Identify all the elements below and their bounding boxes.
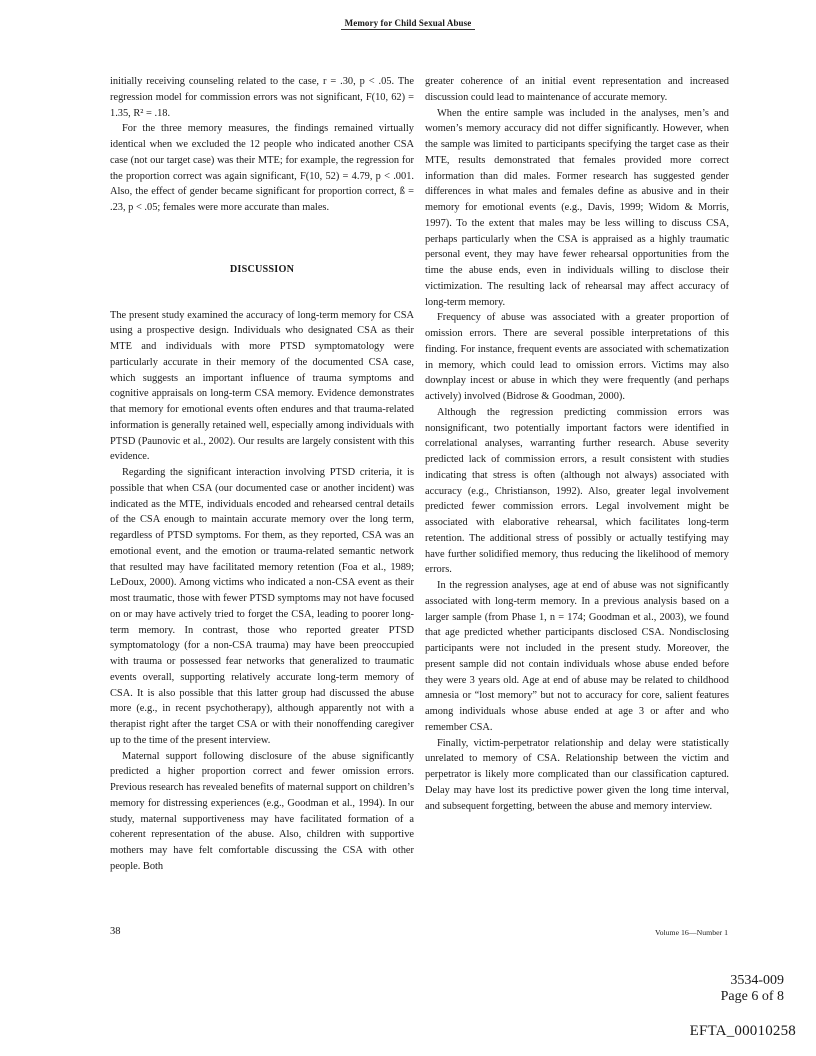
right-paragraph-3: Frequency of abuse was associated with a greater proportion of omission errors. There are several possible interpretations of this finding. For instance, frequent events are associated with schematization in memory, which could lead to omission errors. Victims may also downplay incest or abuse in which they were frequently (and perhaps actively) involved (Bidrose & Goodman, 2000).	[425, 312, 729, 402]
case-id-stamp: 3534-009	[730, 973, 784, 988]
left-paragraph-5: Maternal support following disclosure of the abuse significantly predicted a higher proportion correct and fewer omission errors. Previous research has revealed benefits of maternal support on children’s memory for distressing experiences (e.g., Goodman et al., 1994). In our study, maternal supportiveness may have facilitated formation of a coherent representation of the abuse. Also, children with supportive mothers may have felt comfortable discussing the CSA with other people. Both	[110, 750, 414, 872]
right-paragraph-1: greater coherence of an initial event representation and increased discussion could lead to maintenance of accurate memory.	[425, 76, 729, 103]
left-paragraph-1: initially receiving counseling related to the case, r = .30, p < .05. The regression model for commission errors was not significant, F(10, 62) = 1.35, R² = .18.	[110, 76, 414, 119]
page-number: 38	[110, 926, 121, 937]
right-paragraph-4: Although the regression predicting commission errors was nonsignificant, two potentially important factors were identified in correlational analyses, warranting further research. Abuse severity predicted lack of commission errors, a result consistent with studies indicating that stress is often (although not always) associated with accuracy (e.g., Christianson, 1992). Also, greater legal involvement predicted fewer commission errors. Legal involvement might be associated with elaborative rehearsal, which facilitates long-term retention. The additional stress of possibly or actually testifying may have further solidified memory, thus reducing the likelihood of memory errors.	[425, 406, 729, 576]
section-heading-discussion: DISCUSSION	[229, 263, 295, 275]
right-paragraph-6: Finally, victim-perpetrator relationship and delay were statistically unrelated to memory of CSA. Relationship between the victim and perpetrator is likely more complicated than our classification captured. Delay may have lost its predictive power given the long time interval, and subsequent forgetting, between the abuse and memory interview.	[425, 737, 729, 812]
running-head	[0, 18, 816, 30]
volume-label: Volume 16—Number 1	[654, 928, 728, 937]
left-paragraph-3: The present study examined the accuracy of long-term memory for CSA using a prospective design. Individuals who designated CSA as their MTE and individuals with more PTSD symptomatology were particularly accurate in their memory of the documented CSA case, which suggests an important influence of trauma symptoms and cognitive appraisals on long-term CSA memory. Evidence demonstrates that memory for emotional events often endures and that trauma-related information is generally retained well, especially among individuals with PTSD (Paunovic et al., 2002). Our results are largely consistent with this evidence.	[110, 309, 414, 463]
left-column	[110, 74, 414, 875]
right-column	[425, 74, 729, 814]
running-title: Memory for Child Sexual Abuse	[341, 18, 476, 30]
bates-number: EFTA_00010258	[689, 1023, 796, 1039]
right-paragraph-2: When the entire sample was included in the analyses, men’s and women’s memory accuracy did not differ significantly. However, when the sample was limited to participants specifying the target case as their MTE, results demonstrated that females provided more correct information than did males. Former research has suggested gender differences in what males and females define as abusive and in their memory for emotional events (e.g., Davis, 1999; Widom & Morris, 1997). To the extent that males may be less willing to discuss CSA, perhaps particularly when the CSA is appraised as a highly traumatic personal event, they may have fewer rehearsal opportunities from the time the abuse ends, even in individuals willing to disclose their victimization. The resulting lack of rehearsal may affect accuracy of long-term memory.	[425, 107, 729, 308]
right-paragraph-5: In the regression analyses, age at end of abuse was not significantly associated with long-term memory. In a previous analysis based on a larger sample (from Phase 1, n = 174; Goodman et al., 2003), we found that age predicted whether participants disclosed CSA. Nondisclosing participants were not included in the present study. Moreover, the present sample did not contain individuals whose abuse ended before they were 3 years old. Age at end of abuse may be related to childhood amnesia or “lost memory” but not to accuracy for core, salient features among individuals whose abuse ended at age 3 or after and who remember CSA.	[425, 580, 729, 733]
left-paragraph-4: Regarding the significant interaction involving PTSD criteria, it is possible that when CSA (our documented case or another incident) was indicated as the MTE, individuals encoded and rehearsed central details of the CSA enough to maintain accurate memory over the long term, regardless of PTSD symptoms. For them, as they reported, CSA was an emotional event, and the emotion or trauma-related semantic network that resulted may have facilitated memory retention (Foa et al., 1989; LeDoux, 2000). Among victims who indicated a non-CSA event as their most traumatic, those with fewer PTSD symptoms may not have focused on or may have actively tried to forget the CSA, leading to poorer long-term memory. In contrast, those who reported greater PTSD symptomatology (for a non-CSA trauma) may have been preoccupied with trauma or possessed fear networks that generalized to traumatic events overall, supporting relatively accurate long-term memory of CSA. It is also possible that this latter group had discussed the abuse more (e.g., in recent psychotherapy), although apparently not with a therapist right after the target CSA or with their nonoffending caregiver up to the time of the present interview.	[110, 467, 414, 746]
left-paragraph-2: For the three memory measures, the findings remained virtually identical when we excluded the 12 people who indicated another CSA case (not our target case) was their MTE; for example, the regression for the proportion correct was again significant, F(10, 52) = 4.79, p < .001. Also, the effect of gender became significant for proportion correct, ß = .23, p < .05; females were more accurate than males.	[110, 123, 414, 213]
page-of-stamp: Page 6 of 8	[720, 989, 784, 1004]
